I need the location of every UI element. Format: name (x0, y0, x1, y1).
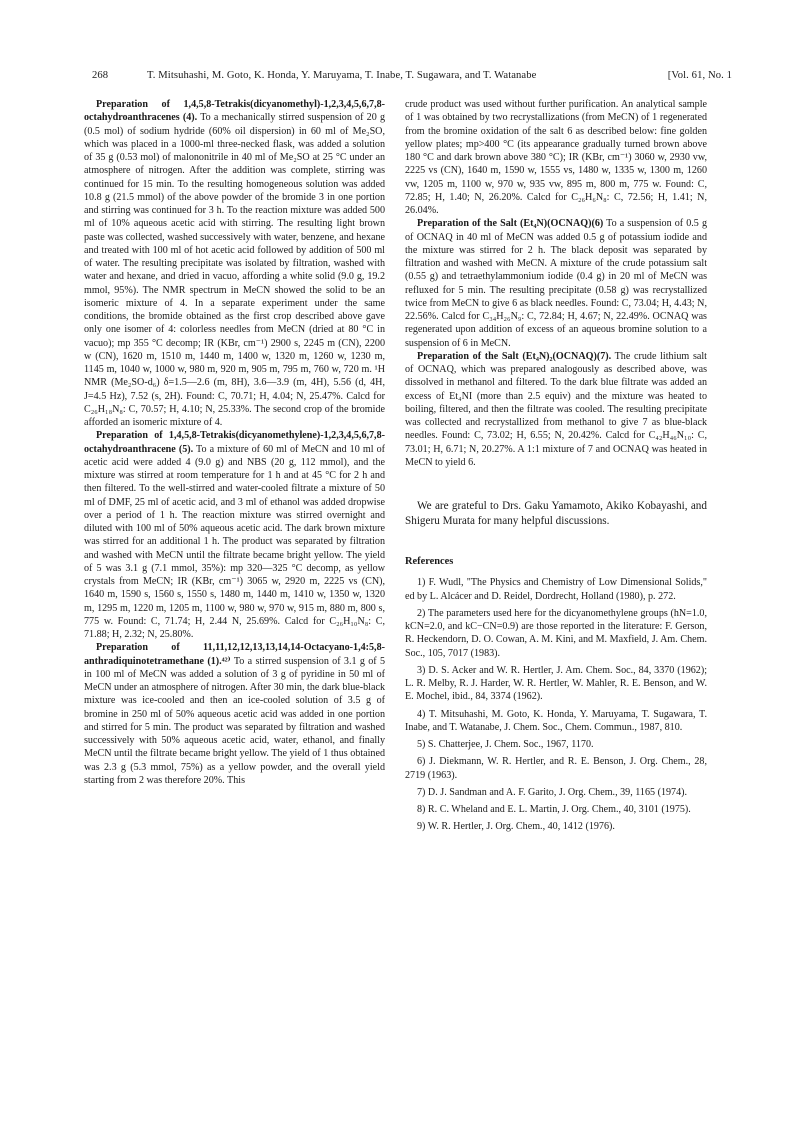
running-header (92, 70, 732, 86)
left-column (84, 98, 385, 787)
procedure-body: To a mixture of 60 ml of MeCN and 10 ml of acetic acid were added 4 (9.0 g) and NBS (20 g, 112 mmol), and the mixture was stirred at room temperature for 1 h and at 45 °C for 2 h and then filtered. To the well-stirred and water-cooled filtrate a mixture of 50 ml of DMF, 25 ml of acetic acid, and 3 ml of ethanol was added dropwise over a period of 1 h. The reaction mixture was stirred overnight and diluted with 100 ml of 50% aqueous acetic acid. The dark brown mixture was stirred for an additional 1 h. The product was separated by filtration and washed with MeCN until the filtrate became bright yellow. The yield of 5 was 3.1 g (7.1 mmol, 35%): mp 320—325 °C decomp, as yellow crystals from MeCN; IR (KBr, cm⁻¹) 3065 w, 2920 m, 2225 vs (CN), 1640 m, 1590 s, 1560 s, 1550 s, 1480 m, 1440 m, 1410 w, 1350 w, 1320 m, 1295 m, 1220 m, 1205 m, 1100 w, 980 w, 970 w, 915 m, 880 m, 800 s, 775 w. Found: C, 71.74; H, 2.44 N, 25.69%. Calcd for C₂₆H₁₀N₈: C, 71.88; H, 2.32; N, 25.80%. (84, 443, 385, 640)
procedure-title: Preparation of 11,11,12,12,13,13,14,14-Octacyano-1,4:5,8-anthradiquinotetramethane (1).⁴²⁾ (84, 642, 385, 667)
reference-item: 4) T. Mitsuhashi, M. Goto, K. Honda, Y. Maruyama, T. Sugawara, T. Inabe, and T. Watanabe, J. Chem. Soc., Chem. Commun., 1987, 810. (405, 708, 707, 733)
procedure-title: Preparation of 1,4,5,8-Tetrakis(dicyanomethyl)-1,2,3,4,5,6,7,8-octahydroanthracenes (4). (84, 99, 385, 124)
running-authors: T. Mitsuhashi, M. Goto, K. Honda, Y. Maruyama, T. Inabe, T. Sugawara, and T. Watanabe (147, 70, 537, 81)
procedure-paragraph (405, 217, 707, 350)
procedure-paragraph (84, 641, 385, 787)
reference-item: 6) J. Diekmann, W. R. Hertler, and R. E. Benson, J. Org. Chem., 28, 2719 (1963). (405, 756, 707, 781)
references-heading: References (405, 556, 454, 567)
volume-info: [Vol. 61, No. 1 (667, 70, 732, 81)
reference-item: 1) F. Wudl, "The Physics and Chemistry of Low Dimensional Solids," ed by L. Alcácer and D. Reidel, Dordrecht, Holland (1980), p. 272. (405, 577, 707, 602)
reference-item: 5) S. Chatterjee, J. Chem. Soc., 1967, 1170. (417, 739, 594, 750)
reference-item: 3) D. S. Acker and W. R. Hertler, J. Am. Chem. Soc., 84, 3370 (1962); L. R. Melby, R. J. Harder, W. R. Hertler, W. Mahler, R. E. Benson, and W. E. Mochel, ibid., 84, 3374 (1962). (405, 664, 707, 703)
continued-paragraph: crude product was used without further purification. An analytical sample of 1 was obtained by two recrystallizations (from MeCN) of 1 regenerated from the bromine oxidation of the salt 6 as described below: fine golden yellow plates; mp>400 °C (its appearance gradually turned brown above 180 °C and dark brown above 380 °C); IR (KBr, cm⁻¹) 3060 w, 2930 vw, 2225 vs (CN), 1640 m, 1590 w, 1555 vs, 1480 w, 1335 w, 1300 m, 1260 vw, 1205 m, 1100 w, 970 w, 935 vw, 895 m, 800 m, 775 w. Found: C, 72.85; H, 1.40; N, 26.20%. Calcd for C₂₆H₆N₈: C, 72.56; H, 1.41; N, 26.04%. (405, 99, 707, 216)
acknowledgment: We are grateful to Drs. Gaku Yamamoto, Akiko Kobayashi, and Shigeru Murata for many helpful discussions. (405, 500, 707, 527)
page-number: 268 (92, 70, 109, 81)
procedure-title: Preparation of the Salt (Et₄N)₂(OCNAQ)(7). (417, 350, 612, 362)
procedure-title: Preparation of the Salt (Et₄N)(OCNAQ)(6) (417, 218, 604, 230)
procedure-body: The crude lithium salt of OCNAQ, which was prepared analogously as described above, was dissolved in methanol and filtered. To the dark blue filtrate was added an excess of Et₄NI (more than 2.5 equiv) and the mixture was heated to boiling, filtered, and then the filtrate was cooled. The resulting precipitate was collected and recrystallized from methanol to give 7 as blue-black needles. Found: C, 73.02; H, 6.55; N, 20.42%. Calcd for C₄₂H₄₆N₁₀: C, 73.01; H, 6.71; N, 20.27%. A 1:1 mixture of 7 and OCNAQ was heated in MeCN to yield 6. (405, 350, 707, 468)
procedure-paragraph (84, 429, 385, 641)
procedure-body: To a suspension of 0.5 g of OCNAQ in 40 ml of MeCN was added 0.5 g of potassium iodide and the mixture was stirred for 2 h. The black deposit was separated by filtration and washed with MeCN. A mixture of the crude potassium salt (0.55 g) and tetraethylammonium iodide (0.4 g) in 20 ml of MeCN was refluxed for 5 min. The resulting precipitate (0.58 g) was recrystallized twice from MeCN to give 6 as black needles. Found: C, 73.04; H, 4.43; N, 22.56%. Calcd for C₃₄H₂₆N₉: C, 72.84; H, 4.67; N, 22.49%. OCNAQ was regenerated upon addition of excess of an aqueous bromine solution to a suspension of 6 in MeCN. (405, 218, 707, 349)
procedure-body: To a mechanically stirred suspension of 20 g (0.5 mol) of sodium hydride (60% oil dispersion) in 60 ml of Me₂SO, which was placed in a 1000-ml three-necked flask, was added a solution of 35 g (0.53 mol) of malononitrile in 40 ml of Me₂SO at 25 °C under an atmosphere of nitrogen. After the addition was complete, stirring was continued for 15 min. To the resulting homogeneous solution was added 10.8 g (21.5 mmol) of the above powder of the bromide 3 in one portion and stirring was continued for 3 h. To the reaction mixture was added 500 ml of 10% aqueous acetic acid with stirring. The resulting light brown paste was collected, washed successively with water, benzene, and hexane and treated with 100 ml of hot acetic acid followed by addition of 500 ml of water. The resulting precipitate was isolated by filtration, washed with water and hexane, and dried in vacuo, affording a white solid (9.0 g, 19.2 mmol, 95%). The NMR spectrum in MeCN showed the solid to be an isomeric mixture of 4. In a separate experiment under the same conditions, the bromide obtained as the first crop described above gave only one isomer of 4: colorless needles from MeCN (dried at 80 °C in vacuo); mp 355 °C decomp; IR (KBr, cm⁻¹) 2900 s, 2245 m (CN), 2200 w (CN), 1620 m, 1510 m, 1440 m, 1400 w, 1320 m, 1260 w, 1230 m, 1145 m, 1040 w, 1000 w, 980 m, 920 m, 905 m, 795 m, 760 w, 720 m. ¹H NMR (Me₂SO-d₆) δ=1.5—2.6 (m, 8H), 3.6—3.9 (m, 4H), 5.56 (d, 4H, J=4.5 Hz), 7.52 (s, 2H). Found: C, 70.71; H, 4.04; N, 25.47%. Calcd for C₂₆H₁₈N₈: C, 70.57; H, 4.10; N, 25.33%. The second crop of the bromide afforded an isomeric mixture of 4. (84, 112, 385, 428)
procedure-paragraph (405, 350, 707, 469)
procedure-title: Preparation of 1,4,5,8-Tetrakis(dicyanomethylene)-1,2,3,4,5,6,7,8-octahydroanthracene (5). (84, 430, 385, 455)
reference-item: 9) W. R. Hertler, J. Org. Chem., 40, 1412 (1976). (417, 821, 615, 833)
reference-item: 7) D. J. Sandman and A. F. Garito, J. Org. Chem., 39, 1165 (1974). (417, 786, 688, 798)
procedure-body: To a stirred suspension of 3.1 g of 5 in 100 ml of MeCN was added a solution of 3 g of pyridine in 50 ml of MeCN under an atmosphere of nitrogen. After 30 min, the dark blue-black mixture was ice-cooled and then an ice-cooled solution of 3.5 g of bromine in 250 ml of 50% aqueous acetic acid was added in one portion and stirred for 5 min. The product was separated by filtration and washed successively with 50% aqueous acetic acid, water, ethanol, and finally MeCN until the filtrate became bright yellow. The yield of 1 thus obtained was 2.3 g (5.3 mmol, 75%) as a yellow powder, and the overall yield starting from 2 was therefore 20%. This (84, 655, 385, 786)
reference-item: 8) R. C. Wheland and E. L. Martin, J. Org. Chem., 40, 3101 (1975). (417, 804, 691, 815)
right-column (405, 98, 707, 838)
procedure-paragraph (84, 98, 385, 429)
reference-item: 2) The parameters used here for the dicyanomethylene groups (hN=1.0, kCN=2.0, and kC−CN=0.9) are those reported in the literature: F. Gerson, R. Heckendorn, D. O. Cowan, A. M. Kini, and M. Maxfield, J. Am. Chem. Soc., 105, 7017 (1983). (405, 607, 707, 659)
